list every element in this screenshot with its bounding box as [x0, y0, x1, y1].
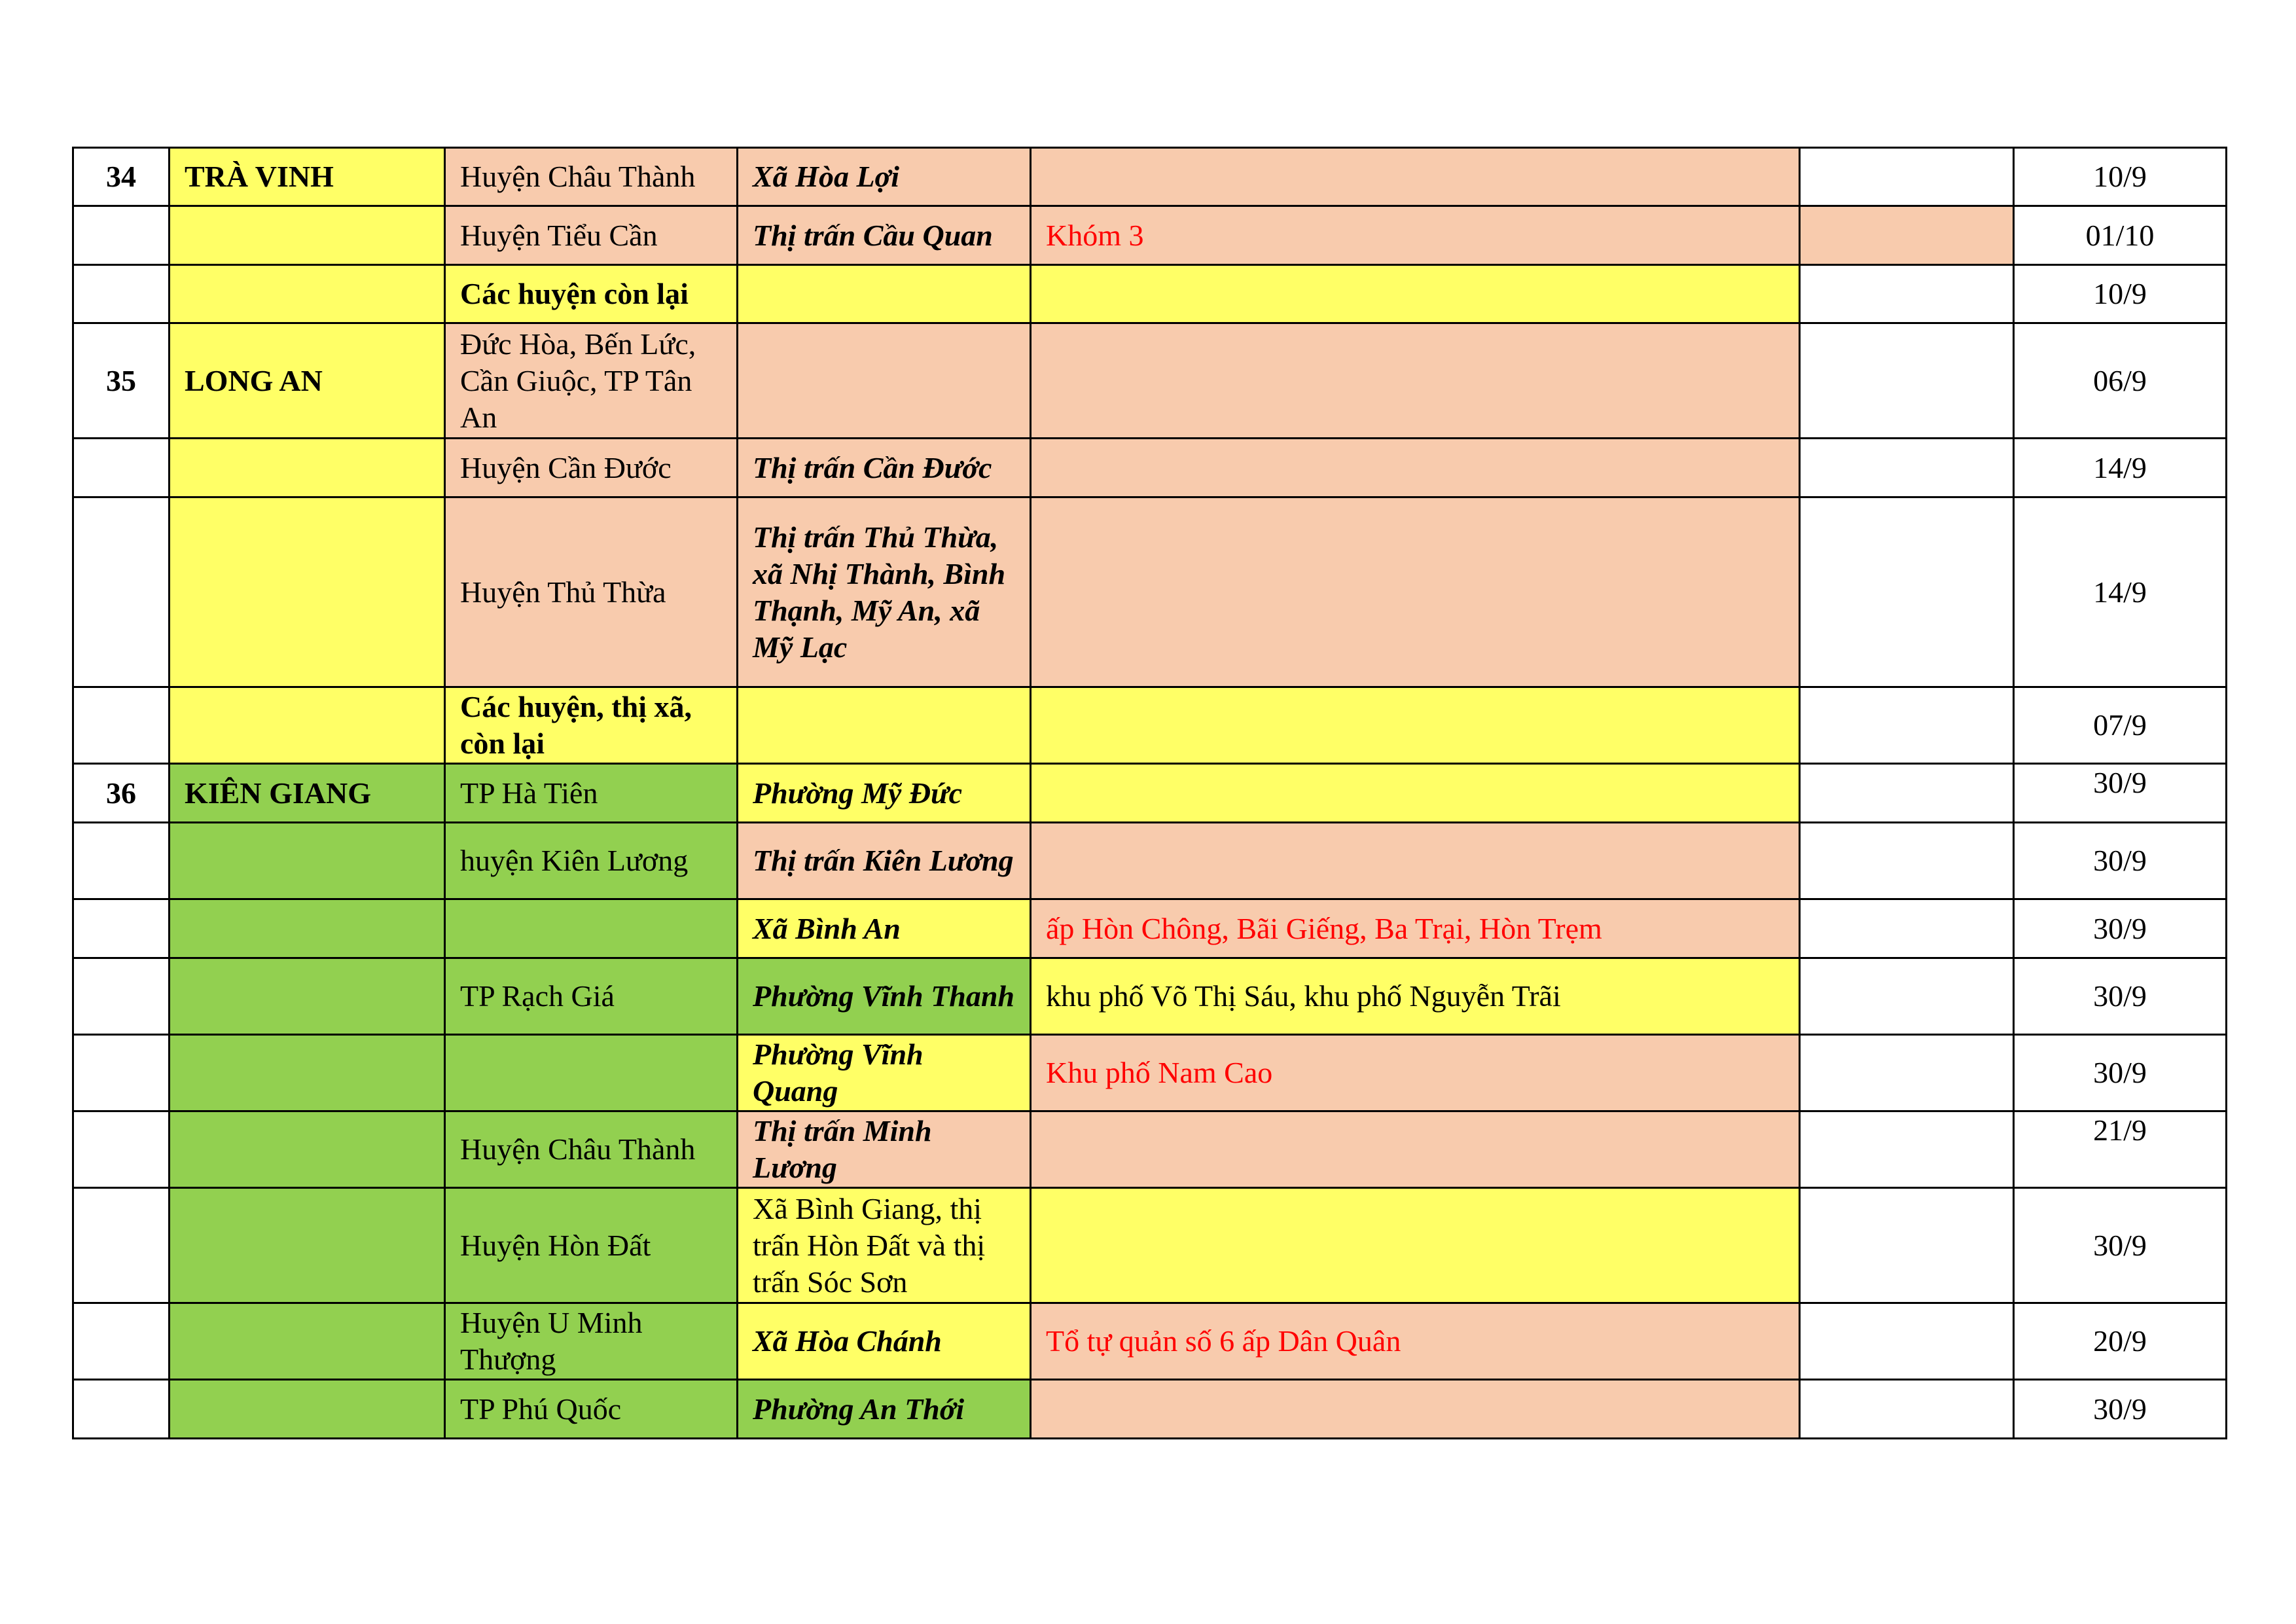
row-number [73, 958, 170, 1035]
area-cell [1031, 1380, 1800, 1439]
date-cell: 07/9 [2014, 687, 2227, 764]
date-cell: 30/9 [2014, 1188, 2227, 1303]
province-cell: KIÊN GIANG [170, 764, 445, 823]
province-cell [170, 1111, 445, 1188]
commune-cell: Phường Vĩnh Quang [738, 1035, 1031, 1111]
province-cell [170, 1303, 445, 1380]
commune-cell: Phường Vĩnh Thanh [738, 958, 1031, 1035]
area-cell: khu phố Võ Thị Sáu, khu phố Nguyễn Trãi [1031, 958, 1800, 1035]
province-cell [170, 1188, 445, 1303]
extra-cell [1800, 265, 2014, 323]
extra-cell [1800, 1035, 2014, 1111]
area-cell [1031, 323, 1800, 439]
province-cell [170, 206, 445, 265]
row-number [73, 1035, 170, 1111]
area-cell: Khu phố Nam Cao [1031, 1035, 1800, 1111]
date-cell: 20/9 [2014, 1303, 2227, 1380]
province-cell [170, 1380, 445, 1439]
table-row [73, 1380, 2227, 1439]
date-cell: 30/9 [2014, 1380, 2227, 1439]
district-cell: Huyện Tiểu Cần [445, 206, 738, 265]
area-cell: Tổ tự quản số 6 ấp Dân Quân [1031, 1303, 1800, 1380]
extra-cell [1800, 323, 2014, 439]
row-number [73, 823, 170, 899]
province-cell [170, 899, 445, 958]
extra-cell [1800, 687, 2014, 764]
area-cell [1031, 265, 1800, 323]
area-cell [1031, 764, 1800, 823]
row-number: 35 [73, 323, 170, 439]
commune-cell [738, 265, 1031, 323]
district-cell: Huyện Thủ Thừa [445, 497, 738, 687]
table-row [73, 206, 2227, 265]
date-cell: 10/9 [2014, 148, 2227, 206]
table-row [73, 1188, 2227, 1303]
area-cell [1031, 148, 1800, 206]
province-table [72, 147, 2227, 1439]
extra-cell [1800, 1303, 2014, 1380]
province-cell [170, 958, 445, 1035]
date-cell: 10/9 [2014, 265, 2227, 323]
table-row [73, 764, 2227, 823]
area-cell [1031, 1111, 1800, 1188]
table-row [73, 899, 2227, 958]
district-cell: Các huyện, thị xã, còn lại [445, 687, 738, 764]
province-cell [170, 823, 445, 899]
commune-cell: Phường An Thới [738, 1380, 1031, 1439]
table-row [73, 823, 2227, 899]
extra-cell [1800, 1188, 2014, 1303]
area-cell: ấp Hòn Chông, Bãi Giếng, Ba Trại, Hòn Trẹm [1031, 899, 1800, 958]
district-cell: Huyện Cần Đước [445, 439, 738, 497]
row-number [73, 687, 170, 764]
table-row [73, 265, 2227, 323]
date-cell: 30/9 [2014, 1035, 2227, 1111]
commune-cell: Thị trấn Minh Lương [738, 1111, 1031, 1188]
commune-cell: Thị trấn Thủ Thừa, xã Nhị Thành, Bình Thạnh, Mỹ An, xã Mỹ Lạc [738, 497, 1031, 687]
commune-cell: Thị trấn Cầu Quan [738, 206, 1031, 265]
row-number: 34 [73, 148, 170, 206]
table-row [73, 958, 2227, 1035]
date-cell: 30/9 [2014, 823, 2227, 899]
area-cell [1031, 439, 1800, 497]
extra-cell [1800, 823, 2014, 899]
commune-cell: Phường Mỹ Đức [738, 764, 1031, 823]
row-number [73, 1188, 170, 1303]
table-row [73, 323, 2227, 439]
table-row [73, 1111, 2227, 1188]
date-cell: 30/9 [2014, 899, 2227, 958]
district-cell: TP Hà Tiên [445, 764, 738, 823]
commune-cell: Xã Hòa Chánh [738, 1303, 1031, 1380]
district-cell: Đức Hòa, Bến Lức, Cần Giuộc, TP Tân An [445, 323, 738, 439]
date-cell: 01/10 [2014, 206, 2227, 265]
row-number [73, 206, 170, 265]
area-cell [1031, 497, 1800, 687]
extra-cell [1800, 148, 2014, 206]
row-number [73, 899, 170, 958]
row-number: 36 [73, 764, 170, 823]
district-cell: TP Phú Quốc [445, 1380, 738, 1439]
table-row [73, 439, 2227, 497]
commune-cell: Xã Bình Giang, thị trấn Hòn Đất và thị trấn Sóc Sơn [738, 1188, 1031, 1303]
table-row [73, 1035, 2227, 1111]
extra-cell [1800, 764, 2014, 823]
extra-cell [1800, 439, 2014, 497]
table-row [73, 497, 2227, 687]
district-cell [445, 1035, 738, 1111]
table-row [73, 1303, 2227, 1380]
table-row [73, 687, 2227, 764]
date-cell: 14/9 [2014, 439, 2227, 497]
area-cell: Khóm 3 [1031, 206, 1800, 265]
area-cell [1031, 823, 1800, 899]
row-number [73, 265, 170, 323]
date-cell: 30/9 [2014, 958, 2227, 1035]
commune-cell: Thị trấn Kiên Lương [738, 823, 1031, 899]
province-cell [170, 497, 445, 687]
row-number [73, 497, 170, 687]
commune-cell: Thị trấn Cần Đước [738, 439, 1031, 497]
district-cell: Huyện U Minh Thượng [445, 1303, 738, 1380]
province-cell [170, 265, 445, 323]
row-number [73, 1111, 170, 1188]
row-number [73, 439, 170, 497]
date-cell: 14/9 [2014, 497, 2227, 687]
district-cell: huyện Kiên Lương [445, 823, 738, 899]
extra-cell [1800, 1380, 2014, 1439]
province-cell: LONG AN [170, 323, 445, 439]
province-cell: TRÀ VINH [170, 148, 445, 206]
area-cell [1031, 687, 1800, 764]
row-number [73, 1380, 170, 1439]
commune-cell [738, 323, 1031, 439]
province-cell [170, 687, 445, 764]
extra-cell [1800, 899, 2014, 958]
province-cell [170, 439, 445, 497]
district-cell: TP Rạch Giá [445, 958, 738, 1035]
district-cell: Huyện Hòn Đất [445, 1188, 738, 1303]
date-cell: 21/9 [2014, 1111, 2227, 1188]
date-cell: 30/9 [2014, 764, 2227, 823]
district-cell: Huyện Châu Thành [445, 1111, 738, 1188]
commune-cell: Xã Hòa Lợi [738, 148, 1031, 206]
row-number [73, 1303, 170, 1380]
area-cell [1031, 1188, 1800, 1303]
district-cell: Huyện Châu Thành [445, 148, 738, 206]
commune-cell [738, 687, 1031, 764]
province-cell [170, 1035, 445, 1111]
table-row [73, 148, 2227, 206]
extra-cell [1800, 1111, 2014, 1188]
extra-cell [1800, 958, 2014, 1035]
commune-cell: Xã Bình An [738, 899, 1031, 958]
district-cell [445, 899, 738, 958]
extra-cell [1800, 497, 2014, 687]
date-cell: 06/9 [2014, 323, 2227, 439]
extra-cell [1800, 206, 2014, 265]
district-cell: Các huyện còn lại [445, 265, 738, 323]
